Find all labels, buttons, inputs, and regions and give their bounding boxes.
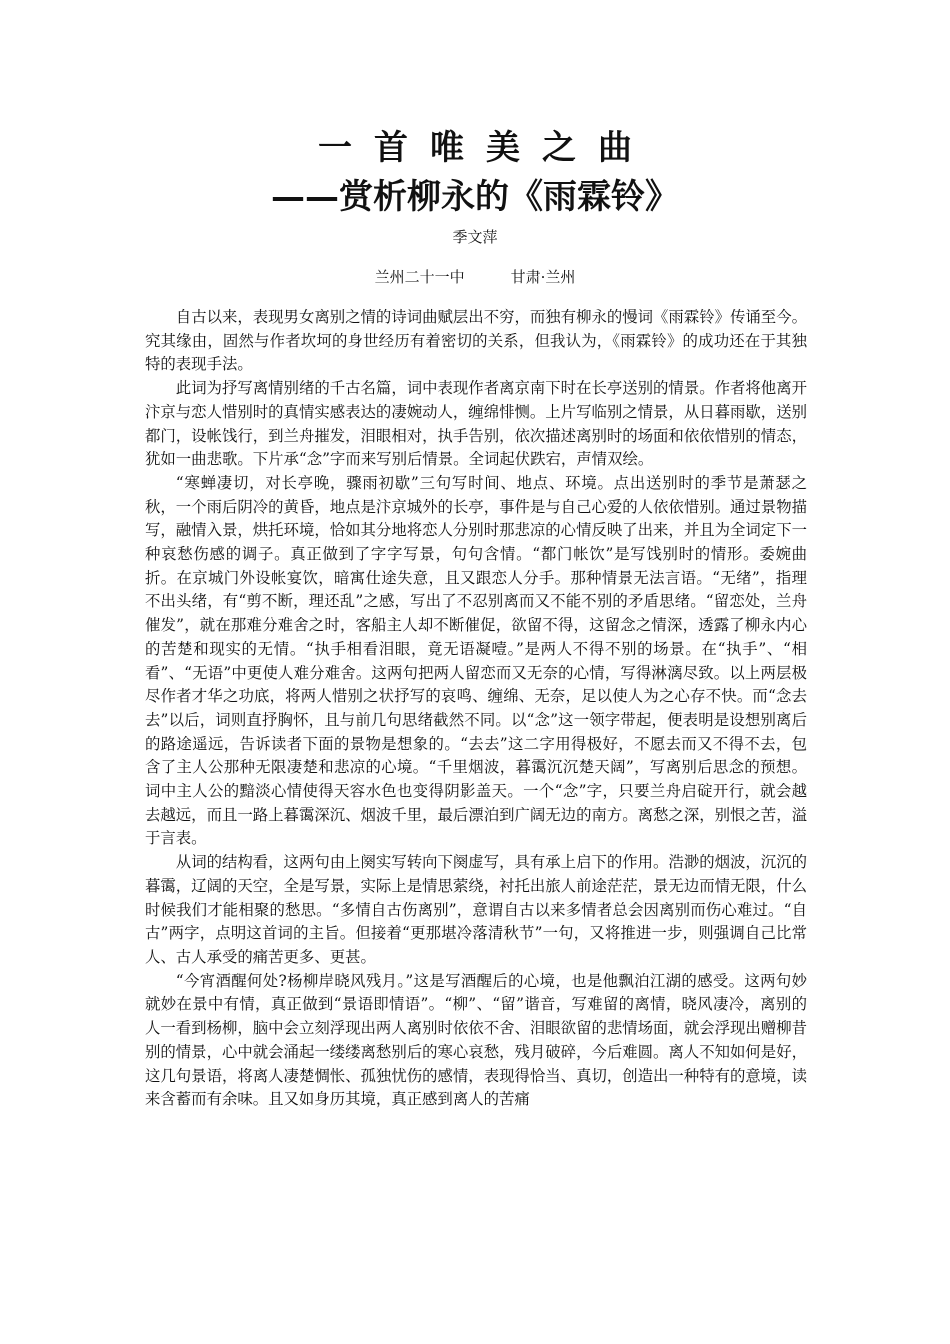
paragraph-4: 从词的结构看，这两句由上阕实写转向下阕虚写，具有承上启下的作用。浩渺的烟波，沉沉的暮霭，辽阔的天空，全是写景，实际上是情思萦绕，衬托出旅人前途茫茫，景无边而情无限，什么时候我们才能相聚的愁思。“多情自古伤离别”，意谓自古以来多情者总会因离别而伤心难过。“自古”两字，点明这首词的主旨。但接着“更那堪冷落清秋节”一句，又将推进一步，则强调自己比常人、古人承受的痛苦更多、更甚。 — [145, 853, 807, 966]
author-name: 季文萍 — [452, 228, 498, 246]
affiliation-place: 甘肃·兰州 — [510, 268, 576, 286]
author-affiliation — [0, 267, 950, 287]
affiliation-school: 兰州二十一中 — [374, 268, 465, 286]
paragraph-5: “今宵酒醒何处?杨柳岸晓风残月。”这是写酒醒后的心境，也是他飘泊江湖的感受。这两句妙就妙在景中有情，真正做到“景语即情语”。“柳”、“留”谐音，写难留的离情，晓风凄冷，离别的人一看到杨柳，脑中会立刻浮现出两人离别时依依不舍、泪眼欲留的悲情场面，就会浮现出赠柳昔别的情景，心中就会涌起一缕缕离愁别后的寒心哀愁，残月破碎，今后难圆。离人不知如何是好，这几句景语，将离人凄楚惆怅、孤独忧伤的感情，表现得恰当、真切，创造出一种特有的意境，读来含蓄而有余味。且又如身历其境，真正感到离人的苦痛 — [145, 971, 807, 1109]
paragraph-1: 自古以来，表现男女离别之情的诗词曲赋层出不穷，而独有柳永的慢词《雨霖铃》传诵至今。究其缘由，固然与作者坎坷的身世经历有着密切的关系，但我认为，《雨霖铃》的成功还在于其独特的表现手法。 — [145, 308, 807, 374]
paragraph-2: 此词为抒写离情别绪的千古名篇，词中表现作者离京南下时在长亭送别的情景。作者将他离开汴京与恋人惜别时的真情实感表达的凄婉动人，缠绵悱恻。上片写临别之情景，从日暮雨歇，送别都门，设帐饯行，到兰舟摧发，泪眼相对，执手告别，依次描述离别时的场面和依依惜别的情态，犹如一曲悲歌。下片承“念”字而来写别后情景。全词起伏跌宕，声情双绘。 — [145, 379, 807, 469]
main-title: 一首唯美之曲 — [318, 128, 654, 168]
paragraph-3: “寒蝉凄切，对长亭晚，骤雨初歇”三句写时间、地点、环境。点出送别时的季节是萧瑟之秋，一个雨后阴冷的黄昏，地点是汴京城外的长亭，事件是与自己心爱的人依依惜别。通过景物描写，融情入景，烘托环境，恰如其分地将恋人分别时那悲凉的心情反映了出来，并且为全词定下一种哀愁伤感的调子。真正做到了字字写景，句句含情。“都门帐饮”是写饯别时的情形。委婉曲折。在京城门外设帐宴饮，暗寓仕途失意，且又跟恋人分手。那种情景无法言语。“无绪”，指理不出头绪，有“剪不断，理还乱”之感，写出了不忍别离而又不能不别的矛盾思绪。“留恋处，兰舟催发”，就在那难分难舍之时，客船主人却不断催促，欲留不得，这留念之情深，透露了柳永内心的苦楚和现实的无情。“执手相看泪眼，竟无语凝噎。”是两人不得不别的场景。在“执手”、“相看”、“无语”中更使人难分难舍。这两句把两人留恋而又无奈的心情，写得淋漓尽致。以上两层极尽作者才华之功底，将两人惜别之状抒写的哀鸣、缠绵、无奈，足以使人为之心存不快。而“念去去”以后，词则直抒胸怀，且与前几句思绪截然不同。以“念”这一领字带起，便表明是设想别离后的路途遥远，告诉读者下面的景物是想象的。“去去”这二字用得极好，不愿去而又不得不去，包含了主人公那种无限凄楚和悲凉的心境。“千里烟波，暮霭沉沉楚天阔”，写离别后思念的预想。词中主人公的黯淡心情使得天容水色也变得阴影盖天。一个“念”字，只要兰舟启碇开行，就会越去越远，而且一路上暮霭深沉、烟波千里，最后漂泊到广阔无边的南方。离愁之深，别恨之苦，溢于言表。 — [145, 473, 807, 848]
article-body — [145, 306, 807, 1112]
subtitle: ——赏析柳永的《雨霖铃》 — [271, 177, 679, 217]
